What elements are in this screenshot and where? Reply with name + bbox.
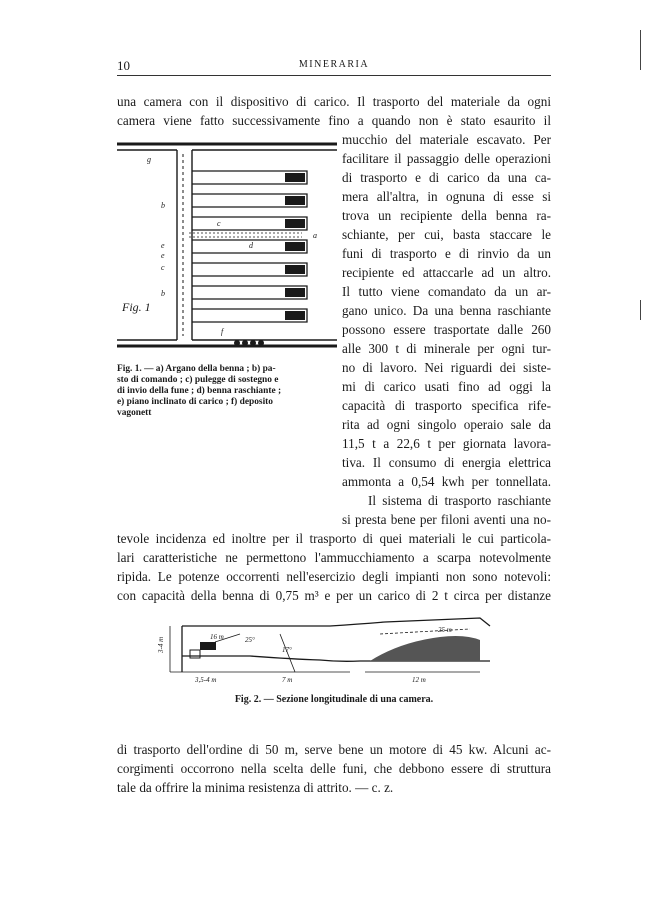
- body-line: si presta bene per filoni aventi una no-: [342, 512, 551, 527]
- body-line: trova un recipiente della benna ra-: [342, 208, 551, 223]
- closing-line: di trasporto dell'ordine di 50 m, serve bene un motore di 45 kw. Alcuni ac-: [117, 742, 551, 757]
- body-line: Il tutto viene comandato da un ar-: [342, 284, 551, 299]
- fig1-letter-e: e: [161, 241, 165, 250]
- body-line: Il sistema di trasporto raschiante: [368, 493, 551, 508]
- fig1-letter-c: c: [161, 263, 165, 272]
- body-line: rita ad ogni singolo operaio sale da: [342, 417, 551, 432]
- fig1-label: Fig. 1: [122, 300, 151, 314]
- body-line: no di lavoro. Nei riguardi dei siste-: [342, 360, 551, 375]
- body-line: possono essere trasportate dalle 260: [342, 322, 551, 337]
- body-line: mi di carico usati fino ad oggi la: [342, 379, 551, 394]
- header-rule: [117, 75, 551, 76]
- fig2-dim-25m: 25 m: [438, 626, 452, 634]
- fig2-dim-25deg: 25°: [245, 636, 255, 644]
- figure-1-diagram: [117, 136, 337, 361]
- body-line: alle 300 t di minerale per ogni tur-: [342, 341, 551, 356]
- fig1-letter-d: d: [249, 241, 253, 250]
- body-line: camera viene fatto successivamente fino a quando non è stato esaurito il: [117, 113, 551, 128]
- fig2-dim-16m: 16 m: [210, 633, 224, 641]
- body-line: mucchio del materiale escavato. Per: [342, 132, 551, 147]
- body-line: schiante, per cui, basta staccare le: [342, 227, 551, 242]
- body-line: gano unico. Da una benna raschiante: [342, 303, 551, 318]
- fig1-caption-line: Fig. 1. — a) Argano della benna ; b) pa-: [117, 364, 276, 374]
- fig1-caption-line: sto di comando ; c) pulegge di sostegno e: [117, 375, 279, 385]
- body-line: con capacità della benna di 0,75 m³ e per un carico di 2 t circa per distanze: [117, 588, 551, 603]
- body-line: recipiente ed attaccarle ad un altro.: [342, 265, 551, 280]
- body-line: lari caratteristiche ne permettono l'ammucchiamento a scarpa notevolmente: [117, 550, 551, 565]
- fig2-dim-7m: 7 m: [282, 676, 293, 684]
- body-line: mera all'altra, in ognuna di esse si: [342, 189, 551, 204]
- fig1-letter-e2: e: [161, 251, 165, 260]
- fig1-caption-line: e) piano inclinato di carico ; f) deposito: [117, 397, 273, 407]
- fig2-dim-17deg: 17°: [282, 646, 292, 654]
- body-line: una camera con il dispositivo di carico. Il trasporto del materiale da ogni: [117, 94, 551, 109]
- closing-line: corgimenti occorrono nella scelta delle funi, che debbono essere di struttura: [117, 761, 551, 776]
- fig1-caption-line: di invio della fune ; d) benna raschiante ;: [117, 386, 282, 396]
- body-line: 11,5 t a 22,6 t per giornata lavora-: [342, 436, 551, 451]
- running-title: MINERARIA: [298, 59, 370, 70]
- body-line: tevole incidenza ed inoltre per il trasporto di quei materiali le cui particola-: [117, 531, 551, 546]
- body-line: funi di trasporto e di rinvio da un: [342, 246, 551, 261]
- fig2-dim-3-4m: 3-4 m: [157, 636, 165, 653]
- body-line: tiva. Il consumo di energia elettrica: [342, 455, 551, 470]
- figure-2-diagram: [157, 612, 505, 687]
- body-line: ammonta a 0,54 kwh per tonnellata.: [342, 474, 551, 489]
- fig1-letter-c2: c: [217, 219, 221, 228]
- body-line: ripida. Le potenze occorrenti nell'esercizio degli impianti non sono notevoli:: [117, 569, 551, 584]
- fig1-caption-line: vagonett: [117, 408, 152, 418]
- fig2-caption: Fig. 2. — Sezione longitudinale di una camera.: [234, 694, 434, 705]
- fig2-dim-3.5-4m: 3,5-4 m: [195, 676, 217, 684]
- page-header: [117, 58, 551, 76]
- fig1-letter-g: g: [147, 155, 151, 164]
- fig1-letter-b2: b: [161, 289, 165, 298]
- closing-line: tale da offrire la minima resistenza di attrito. — c. z.: [117, 780, 394, 795]
- scan-edge-mark: [640, 300, 641, 320]
- fig2-dim-12m: 12 m: [412, 676, 426, 684]
- fig1-letter-a: a: [313, 231, 317, 240]
- page-number: 10: [117, 58, 130, 73]
- body-line: capacità di trasporto specifica rife-: [342, 398, 551, 413]
- fig1-letter-f: f: [221, 327, 224, 336]
- body-line: facilitare il passaggio delle operazioni: [342, 151, 551, 166]
- body-line: di trasporto e di carico da una ca-: [342, 170, 551, 185]
- fig1-letter-b: b: [161, 201, 165, 210]
- scan-edge-mark: [640, 30, 641, 70]
